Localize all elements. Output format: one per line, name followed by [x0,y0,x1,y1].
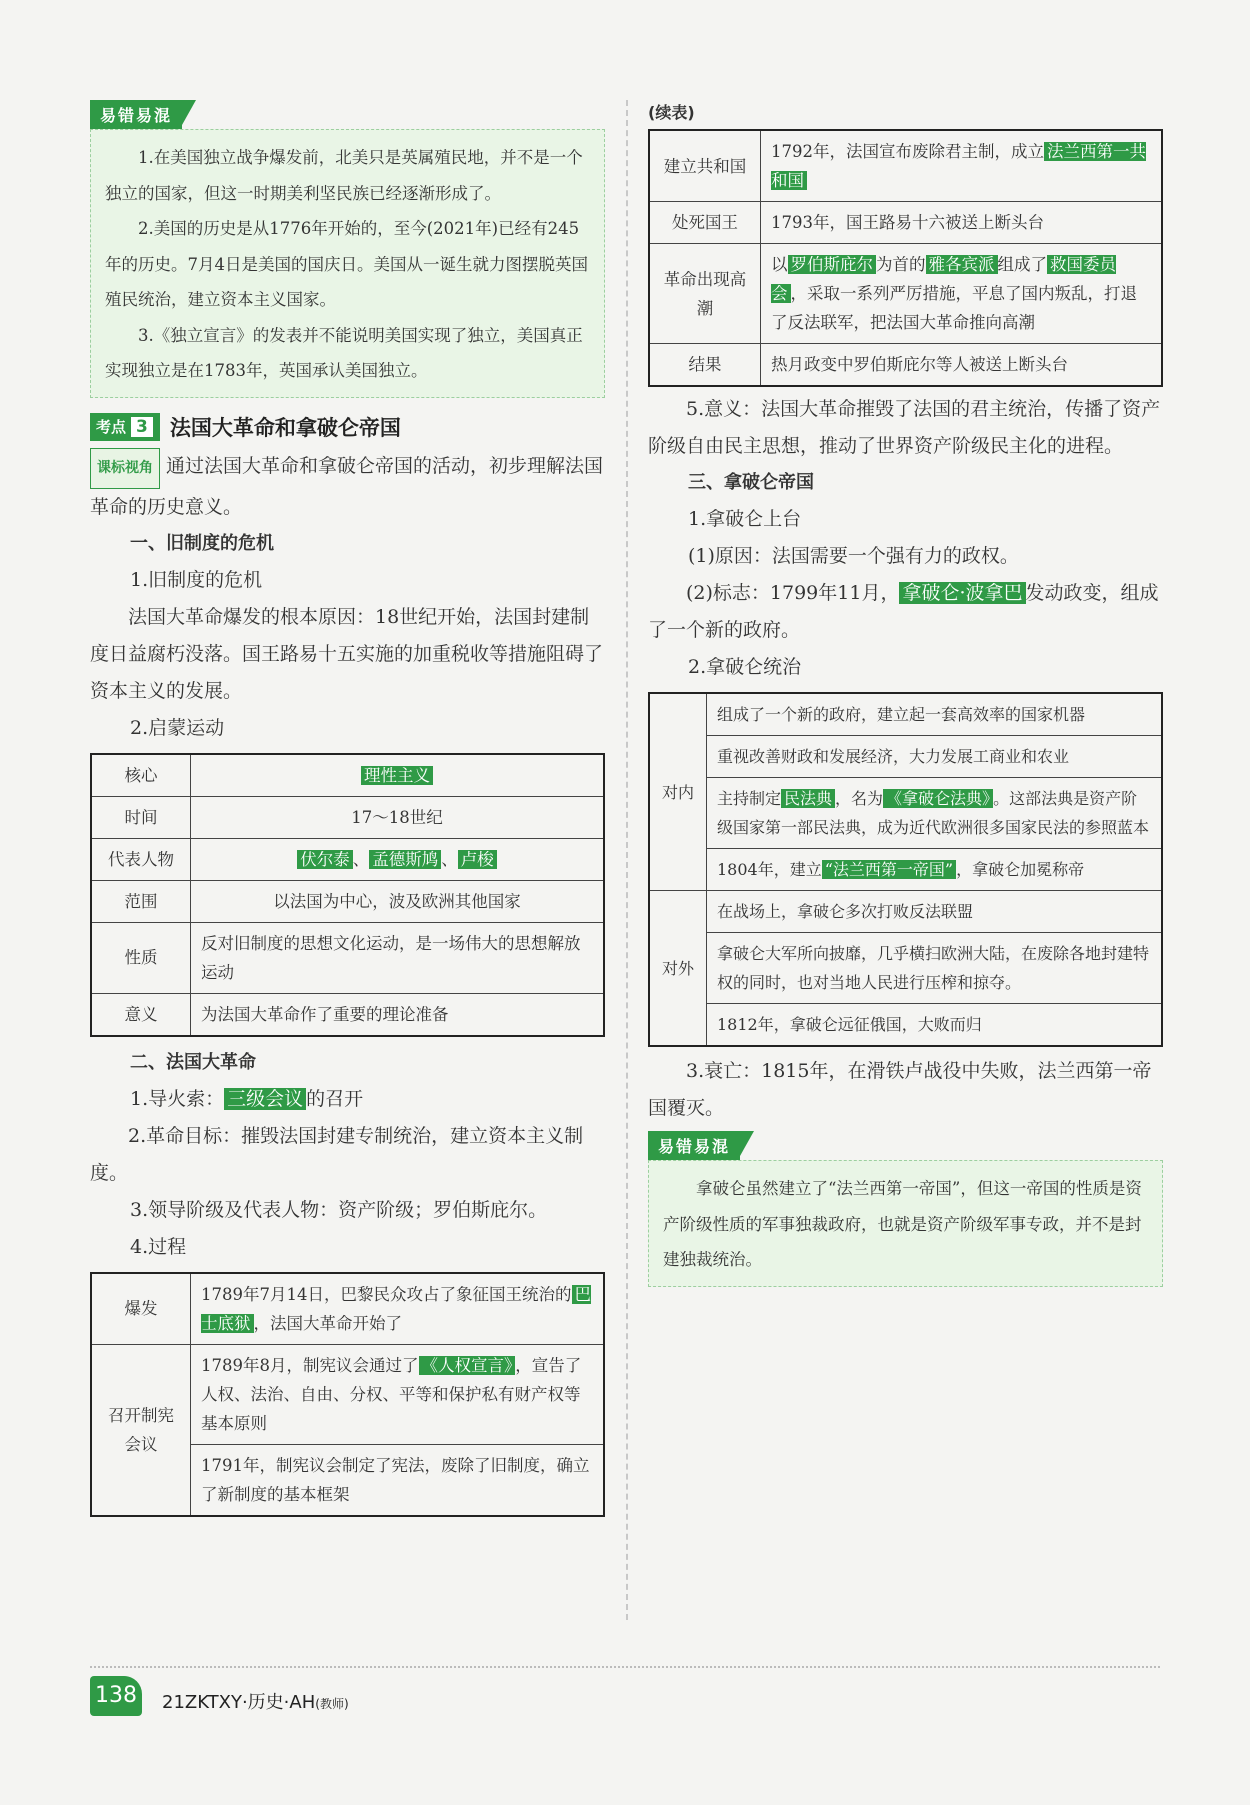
row-value: 为法国大革命作了重要的理论准备 [191,993,605,1036]
row-value [707,849,1163,891]
note-item-3: 3.《独立宣言》的发表并不能说明美国实现了独立，美国真正实现独立是在1783年，英国承认美国独立。 [105,325,583,380]
table-row [649,736,1162,778]
line-reason: (1)原因：法国需要一个强有力的政权。 [688,545,1019,567]
highlight: “法兰西第一帝国” [822,860,956,879]
enlightenment-table [90,753,605,1037]
table-row [649,693,1162,736]
table-row [91,1344,604,1444]
note-content [90,129,605,398]
highlight: 巴士底狱 [201,1284,591,1333]
note-box-1 [90,100,605,398]
heading-napoleon: 三、拿破仑帝国 [688,472,814,493]
row-value [191,754,605,797]
table-row [649,344,1162,387]
text: 以 [771,255,788,274]
line-goal: 2.革命目标：摧毁法国封建专制统治，建立资本主义制度。 [90,1124,584,1184]
row-value: 以法国为中心，波及欧洲其他国家 [191,880,605,922]
row-value: 1793年，国王路易十六被送上断头台 [761,202,1163,244]
kaodian-badge [90,413,160,441]
row-key: 意义 [91,993,191,1036]
right-column [648,100,1163,1287]
kebiao-paragraph [90,448,605,526]
text: 。这部法典是资产阶级国家第一部民法典，成为近代欧洲很多国家民法的参照蓝本 [717,789,1150,837]
text: ，法国大革命开始了 [253,1313,402,1333]
para-decline: 3.衰亡：1815年，在滑铁卢战役中失败，法兰西第一帝国覆灭。 [648,1060,1152,1119]
sub-napoleon-rise: 1.拿破仑上台 [688,508,802,530]
table-row [649,130,1162,202]
row-key-foreign: 对外 [649,891,707,1047]
row-value: 重视改善财政和发展经济，大力发展工商业和农业 [707,736,1163,778]
row-key: 召开制宪会议 [91,1344,191,1516]
highlight: 救国委员会 [771,255,1116,303]
row-value: 反对旧制度的思想文化运动，是一场伟大的思想解放运动 [191,922,605,993]
sub-enlightenment: 2.启蒙运动 [130,716,225,739]
row-key: 代表人物 [91,838,191,880]
highlight: 卢梭 [458,850,497,869]
note-content [648,1160,1163,1287]
row-value [191,838,605,880]
highlight: 伏尔泰 [297,850,353,869]
highlight: 《拿破仑法典》 [883,789,993,808]
text: 为首的 [876,255,926,274]
line-leaders: 3.领导阶级及代表人物：资产阶级；罗伯斯庇尔。 [130,1198,548,1221]
page-number: 138 [90,1676,142,1716]
row-key-domestic: 对内 [649,693,707,891]
row-value [191,1273,605,1345]
section-title: 法国大革命和拿破仑帝国 [169,415,401,440]
kebiao-tag: 课标视角 [90,448,160,489]
process-table [90,1272,605,1517]
heading-french-revolution: 二、法国大革命 [130,1051,256,1073]
table-row [91,993,604,1036]
table-row [91,754,604,797]
para-root-cause: 法国大革命爆发的根本原因：18世纪开始，法国封建制度日益腐朽没落。国王路易十五实施的加重税收等措施阻碍了资本主义的发展。 [90,605,604,702]
text: 1789年8月，制宪议会通过了 [201,1355,419,1375]
text: ，采取一系列严厉措施，平息了国内叛乱，打退了反法联军，把法国大革命推向高潮 [771,284,1137,332]
text: 发动政变，组成了一个新的政府。 [648,582,1159,641]
row-value [191,1344,605,1444]
highlight: 法兰西第一共和国 [771,142,1146,190]
kaodian-number: 3 [130,416,154,438]
sub-old-regime: 1.旧制度的危机 [130,568,263,591]
note-box-2 [648,1131,1163,1287]
row-key: 建立共和国 [649,130,761,202]
line-trigger [90,1081,605,1118]
row-value: 组成了一个新的政府，建立起一套高效率的国家机器 [707,693,1163,736]
line-mark [648,575,1163,649]
left-column [90,100,605,1517]
row-key: 结果 [649,344,761,387]
book-code-text: 21ZKTXY·历史·AH [162,1692,316,1713]
text: ，拿破仑加冕称帝 [956,860,1085,879]
row-key: 性质 [91,922,191,993]
separator: 、 [441,849,458,869]
row-key: 范围 [91,880,191,922]
table-row [649,1004,1162,1047]
table-row [91,838,604,880]
table-row [649,778,1162,849]
table-row [91,922,604,993]
text: 1804年，建立 [717,860,822,879]
kaodian-header [90,412,605,442]
separator: 、 [352,849,370,869]
row-key: 时间 [91,796,191,838]
highlight: 理性主义 [361,766,433,785]
text: 1792年，法国宣布废除君主制，成立 [771,142,1044,161]
row-value: 1812年，拿破仑远征俄国，大败而归 [707,1004,1163,1047]
text: ，名为 [835,789,884,808]
row-key: 革命出现高潮 [649,244,761,344]
kebiao-text: 通过法国大革命和拿破仑帝国的活动，初步理解法国革命的历史意义。 [90,454,604,518]
row-value: 1791年，制宪议会制定了宪法，废除了旧制度，确立了新制度的基本框架 [191,1444,605,1516]
table-row [649,933,1162,1004]
table-row [91,796,604,838]
highlight: 雅各宾派 [926,255,998,274]
row-value: 在战场上，拿破仑多次打败反法联盟 [707,891,1163,933]
table-row [91,880,604,922]
highlight: 《人权宣言》 [419,1356,516,1375]
table-row [649,202,1162,244]
text: 的召开 [306,1087,364,1110]
book-code-edition: (教师) [315,1697,349,1711]
highlight: 拿破仑·波拿巴 [899,582,1025,604]
column-divider [626,100,628,1620]
row-value [761,130,1163,202]
para-significance: 5.意义：法国大革命摧毁了法国的君主统治，传播了资产阶级自由民主思想，推动了世界资产阶级民主化的进程。 [648,398,1161,457]
note-item-1: 1.在美国独立战争爆发前，北美只是英属殖民地，并不是一个独立的国家，但这一时期美利坚民族已经逐渐形成了。 [105,148,583,203]
row-value: 拿破仑大军所向披靡，几乎横扫欧洲大陆，在废除各地封建特权的同时，也对当地人民进行压榨和掠夺。 [707,933,1163,1004]
highlight: 罗伯斯庇尔 [788,255,877,274]
note-item-2: 2.美国的历史是从1776年开始的，至今(2021年)已经有245年的历史。7月4日是美国的国庆日。美国从一诞生就力图摆脱英国殖民统治，建立资本主义国家。 [105,219,588,309]
heading-old-regime: 一、旧制度的危机 [130,532,274,554]
table-row [649,849,1162,891]
highlight: 孟德斯鸠 [369,850,441,869]
text: 1.导火索： [130,1087,225,1110]
text: 组成了 [997,255,1047,274]
line-process: 4.过程 [130,1235,187,1258]
note-tag: 易错易混 [90,100,182,129]
row-key: 处死国王 [649,202,761,244]
napoleon-rule-table [648,692,1163,1047]
text: 主持制定 [717,789,782,808]
row-key: 核心 [91,754,191,797]
continued-label: (续表) [648,103,695,122]
table-row [649,891,1162,933]
row-value: 17～18世纪 [191,796,605,838]
row-value: 热月政变中罗伯斯庇尔等人被送上断头台 [761,344,1163,387]
highlight: 民法典 [781,789,835,808]
revolution-table-continued [648,129,1163,387]
highlight: 三级会议 [224,1088,306,1110]
footer-divider [90,1666,1160,1668]
text: (2)标志：1799年11月， [686,582,900,604]
kaodian-label: 考点 [96,418,127,436]
table-row [91,1273,604,1345]
text: ，宣告了人权、法治、自由、分权、平等和保护私有财产权等基本原则 [201,1355,582,1433]
row-value [761,244,1163,344]
sub-napoleon-rule: 2.拿破仑统治 [688,656,802,678]
book-code [162,1688,349,1714]
note-item: 拿破仑虽然建立了“法兰西第一帝国”，但这一帝国的性质是资产阶级性质的军事独裁政府，也就是资产阶级军事专政，并不是封建独裁统治。 [663,1179,1142,1269]
row-key: 爆发 [91,1273,191,1345]
note-tag: 易错易混 [648,1131,740,1160]
row-value [707,778,1163,849]
table-row [649,244,1162,344]
text: 1789年7月14日，巴黎民众攻占了象征国王统治的 [201,1284,572,1304]
